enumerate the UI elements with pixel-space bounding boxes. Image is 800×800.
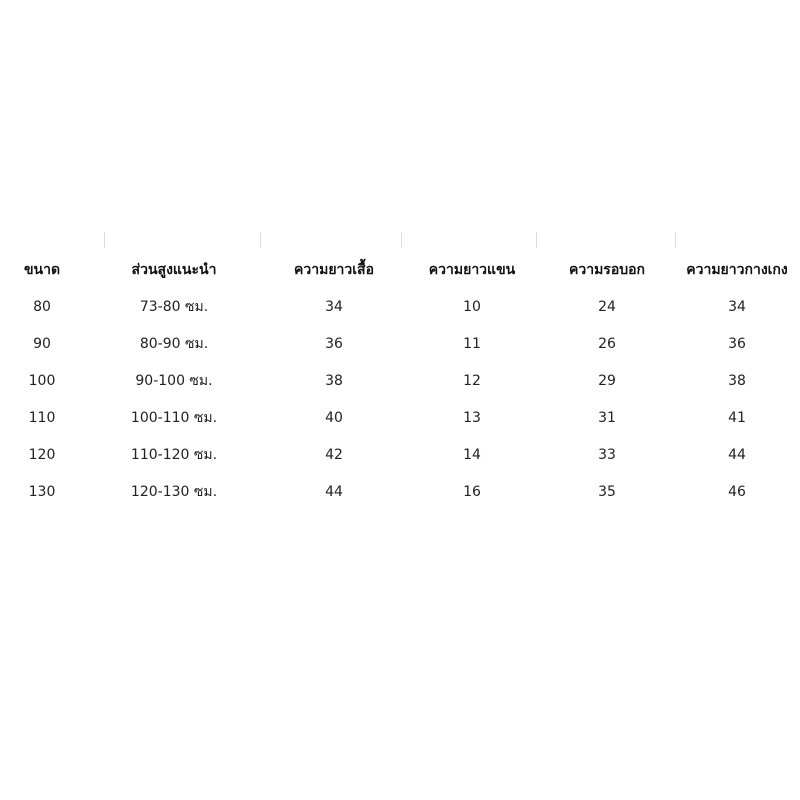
cell-pants-length: 36 bbox=[728, 335, 746, 352]
cell-height: 100-110 ซม. bbox=[130, 409, 218, 426]
header-sleeve-length: ความยาวแขน bbox=[428, 262, 516, 278]
cell-sleeve-length: 12 bbox=[463, 372, 481, 389]
cell-height: 73-80 ซม. bbox=[139, 298, 209, 315]
column-separator bbox=[401, 232, 402, 248]
cell-sleeve-length: 13 bbox=[463, 409, 481, 426]
table-row bbox=[0, 436, 800, 473]
cell-chest: 29 bbox=[598, 372, 616, 389]
cell-height: 110-120 ซม. bbox=[130, 446, 218, 463]
table-row bbox=[0, 362, 800, 399]
cell-sleeve-length: 11 bbox=[463, 335, 481, 352]
cell-height: 90-100 ซม. bbox=[135, 372, 213, 389]
cell-chest: 35 bbox=[598, 483, 616, 500]
cell-shirt-length: 34 bbox=[325, 298, 343, 315]
cell-chest: 24 bbox=[598, 298, 616, 315]
cell-chest: 31 bbox=[598, 409, 616, 426]
table-row bbox=[0, 325, 800, 362]
cell-size: 130 bbox=[28, 483, 56, 500]
table-header-row bbox=[0, 252, 800, 288]
header-separators bbox=[0, 232, 800, 250]
cell-size: 90 bbox=[33, 335, 51, 352]
cell-height: 80-90 ซม. bbox=[139, 335, 209, 352]
cell-sleeve-length: 16 bbox=[463, 483, 481, 500]
cell-shirt-length: 36 bbox=[325, 335, 343, 352]
cell-pants-length: 41 bbox=[728, 409, 746, 426]
header-size: ขนาด bbox=[23, 262, 61, 278]
cell-size: 120 bbox=[28, 446, 56, 463]
cell-shirt-length: 42 bbox=[325, 446, 343, 463]
table-row bbox=[0, 399, 800, 436]
cell-sleeve-length: 10 bbox=[463, 298, 481, 315]
cell-size: 110 bbox=[28, 409, 56, 426]
header-recommended-height: ส่วนสูงแนะนำ bbox=[131, 262, 217, 278]
cell-pants-length: 34 bbox=[728, 298, 746, 315]
header-pants-length: ความยาวกางเกง bbox=[686, 262, 788, 278]
cell-height: 120-130 ซม. bbox=[130, 483, 218, 500]
cell-pants-length: 44 bbox=[728, 446, 746, 463]
column-separator bbox=[675, 232, 676, 248]
cell-shirt-length: 40 bbox=[325, 409, 343, 426]
header-chest: ความรอบอก bbox=[568, 262, 645, 278]
header-shirt-length: ความยาวเสื้อ bbox=[294, 262, 374, 278]
cell-sleeve-length: 14 bbox=[463, 446, 481, 463]
column-separator bbox=[260, 232, 261, 248]
size-chart-table bbox=[0, 252, 800, 510]
cell-shirt-length: 44 bbox=[325, 483, 343, 500]
cell-chest: 26 bbox=[598, 335, 616, 352]
table-row bbox=[0, 288, 800, 325]
column-separator bbox=[536, 232, 537, 248]
column-separator bbox=[104, 232, 105, 248]
cell-chest: 33 bbox=[598, 446, 616, 463]
table-row bbox=[0, 473, 800, 510]
cell-size: 100 bbox=[28, 372, 56, 389]
cell-pants-length: 38 bbox=[728, 372, 746, 389]
cell-pants-length: 46 bbox=[728, 483, 746, 500]
cell-size: 80 bbox=[33, 298, 51, 315]
cell-shirt-length: 38 bbox=[325, 372, 343, 389]
